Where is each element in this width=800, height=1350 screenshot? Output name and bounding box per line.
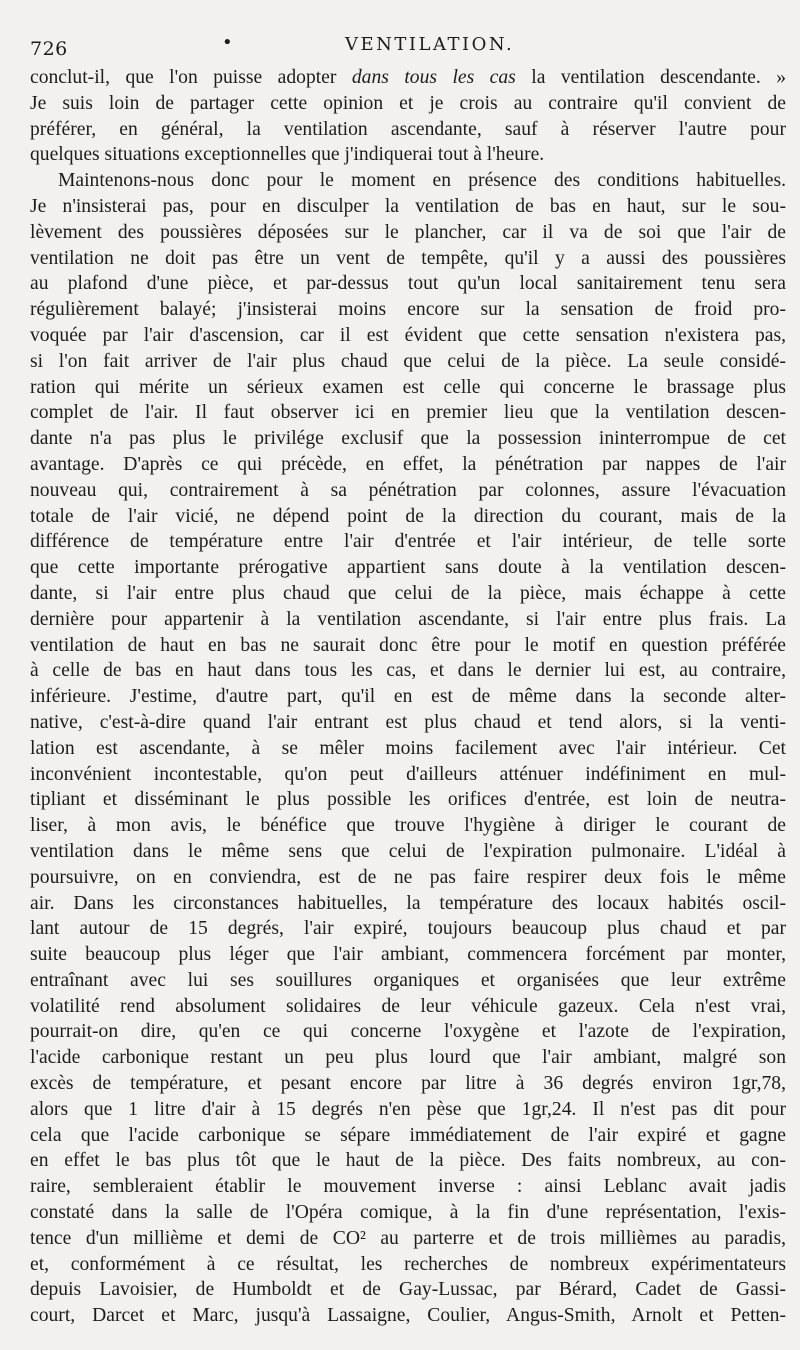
text-line: que cette importante prérogative appartient sans doute à la ventilation descen- [30, 557, 786, 579]
text-line: Maintenons-nous donc pour le moment en présence des conditions habituelles. [58, 170, 786, 192]
text-line: liser, à mon avis, le bénéfice que trouve l'hygiène à diriger le courant de [30, 815, 786, 837]
text-line: constaté dans la salle de l'Opéra comique, à la fin d'une représentation, l'exis- [30, 1202, 786, 1224]
text-line: cela que l'acide carbonique se sépare immédiatement de l'air expiré et gagne [30, 1124, 786, 1146]
text-line: nouveau qui, contrairement à sa pénétration par colonnes, assure l'évacuation [30, 479, 786, 501]
text-line: totale de l'air vicié, ne dépend point de la direction du courant, mais de la [30, 505, 786, 527]
text-line: l'acide carbonique restant un peu plus lourd que l'air ambiant, malgré son [30, 1047, 786, 1069]
text-line: air. Dans les circonstances habituelles, la température des locaux habités oscil- [30, 892, 786, 914]
text-line: pourrait-on dire, qu'en ce qui concerne l'oxygène et l'azote de l'expiration, [30, 1021, 786, 1043]
running-title: VENTILATION. [345, 34, 515, 55]
page-number: 726 [30, 38, 68, 60]
text-line: complet de l'air. Il faut observer ici en premier lieu que la ventilation descen- [30, 402, 786, 424]
text-line: dernière pour appartenir à la ventilation ascendante, si l'air entre plus frais. La [30, 608, 786, 630]
text-line: si l'on fait arriver de l'air plus chaud que celui de la pièce. La seule considé- [30, 350, 786, 372]
text-line: entraînant avec lui ses souillures organiques et organisées que leur extrême [30, 969, 786, 991]
text-line: quelques situations exceptionnelles que j'indiquerai tout à l'heure. [30, 144, 545, 166]
text-line: court, Darcet et Marc, jusqu'à Lassaigne, Coulier, Angus-Smith, Arnolt et Petten- [30, 1305, 786, 1327]
text-line: tence d'un millième et demi de CO² au parterre et de trois millièmes au paradis, [30, 1227, 786, 1249]
text-line: lèvement des poussières déposées sur le plancher, car il va de soi que l'air de [30, 221, 786, 243]
text-line: ventilation dans le même sens que celui de l'expiration pulmonaire. L'idéal à [30, 840, 786, 862]
text-line: poursuivre, on en conviendra, est de ne pas faire respirer deux fois le même [30, 866, 786, 888]
text-line: en effet le bas plus tôt que le haut de la pièce. Des faits nombreux, au con- [30, 1150, 786, 1172]
text-line: ventilation ne doit pas être un vent de tempête, qu'il y a aussi des poussières [30, 247, 786, 269]
text-line: lation est ascendante, à se mêler moins facilement avec l'air intérieur. Cet [30, 737, 786, 759]
text-line: dante, si l'air entre plus chaud que celui de la pièce, mais échappe à cette [30, 582, 786, 604]
text-line: excès de température, et pesant encore par litre à 36 degrés environ 1gr,78, [30, 1073, 786, 1095]
text-line: voquée par l'air d'ascension, car il est évident que cette sensation n'existera pas, [30, 324, 786, 346]
text-line: native, c'est-à-dire quand l'air entrant est plus chaud et tend alors, si la venti- [30, 711, 786, 733]
text-line: dante n'a pas plus le privilége exclusif que la possession ininterrompue de cet [30, 428, 786, 450]
text-line: conclut-il, que l'on puisse adopter dans tous les cas la ventilation descendante. » [30, 67, 786, 88]
header-ornament: • [222, 32, 233, 53]
text-line: raire, sembleraient établir le mouvement inverse : ainsi Leblanc avait jadis [30, 1176, 786, 1198]
text-line: ration qui mérite un sérieux examen est celle qui concerne le brassage plus [30, 376, 786, 398]
text-line: différence de température entre l'air d'entrée et l'air intérieur, de telle sorte [30, 531, 786, 553]
text-line: régulièrement balayé; j'insisterai moins encore sur la sensation de froid pro- [30, 299, 786, 321]
text-line: suite beaucoup plus léger que l'air ambiant, commencera forcément par monter, [30, 944, 786, 966]
text-line: volatilité rend absolument solidaires de leur véhicule gazeux. Cela n'est vrai, [30, 995, 786, 1017]
text-line: Je suis loin de partager cette opinion et je crois au contraire qu'il convient de [30, 92, 786, 114]
text-line: préférer, en général, la ventilation ascendante, sauf à réserver l'autre pour [30, 118, 786, 140]
text-line: à celle de bas en haut dans tous les cas, et dans le dernier lui est, au contraire, [30, 660, 786, 682]
text-line: tipliant et disséminant le plus possible les orifices d'entrée, est loin de neutra- [30, 789, 786, 811]
text-line: ventilation de haut en bas ne saurait donc être pour le motif en question préférée [30, 634, 786, 656]
text-line: et, conformément à ce résultat, les recherches de nombreux expérimentateurs [30, 1253, 786, 1275]
text-line: au plafond d'une pièce, et par-dessus tout qu'un local sanitairement tenu sera [30, 273, 786, 295]
page-header [30, 32, 770, 62]
body-text [30, 65, 786, 1329]
text-line: lant autour de 15 degrés, l'air expiré, toujours beaucoup plus chaud et par [30, 918, 786, 940]
text-line: depuis Lavoisier, de Humboldt et de Gay-Lussac, par Bérard, Cadet de Gassi- [30, 1279, 786, 1301]
text-line: alors que 1 litre d'air à 15 degrés n'en pèse que 1gr,24. Il n'est pas dit pour [30, 1098, 786, 1120]
text-line: inférieure. J'estime, d'autre part, qu'il en est de même dans la seconde alter- [30, 686, 786, 708]
text-line: Je n'insisterai pas, pour en disculper la ventilation de bas en haut, sur le sou- [30, 195, 786, 217]
text-line: inconvénient incontestable, qu'on peut d'ailleurs atténuer indéfiniment en mul- [30, 763, 786, 785]
text-line: avantage. D'après ce qui précède, en effet, la pénétration par nappes de l'air [30, 453, 786, 475]
